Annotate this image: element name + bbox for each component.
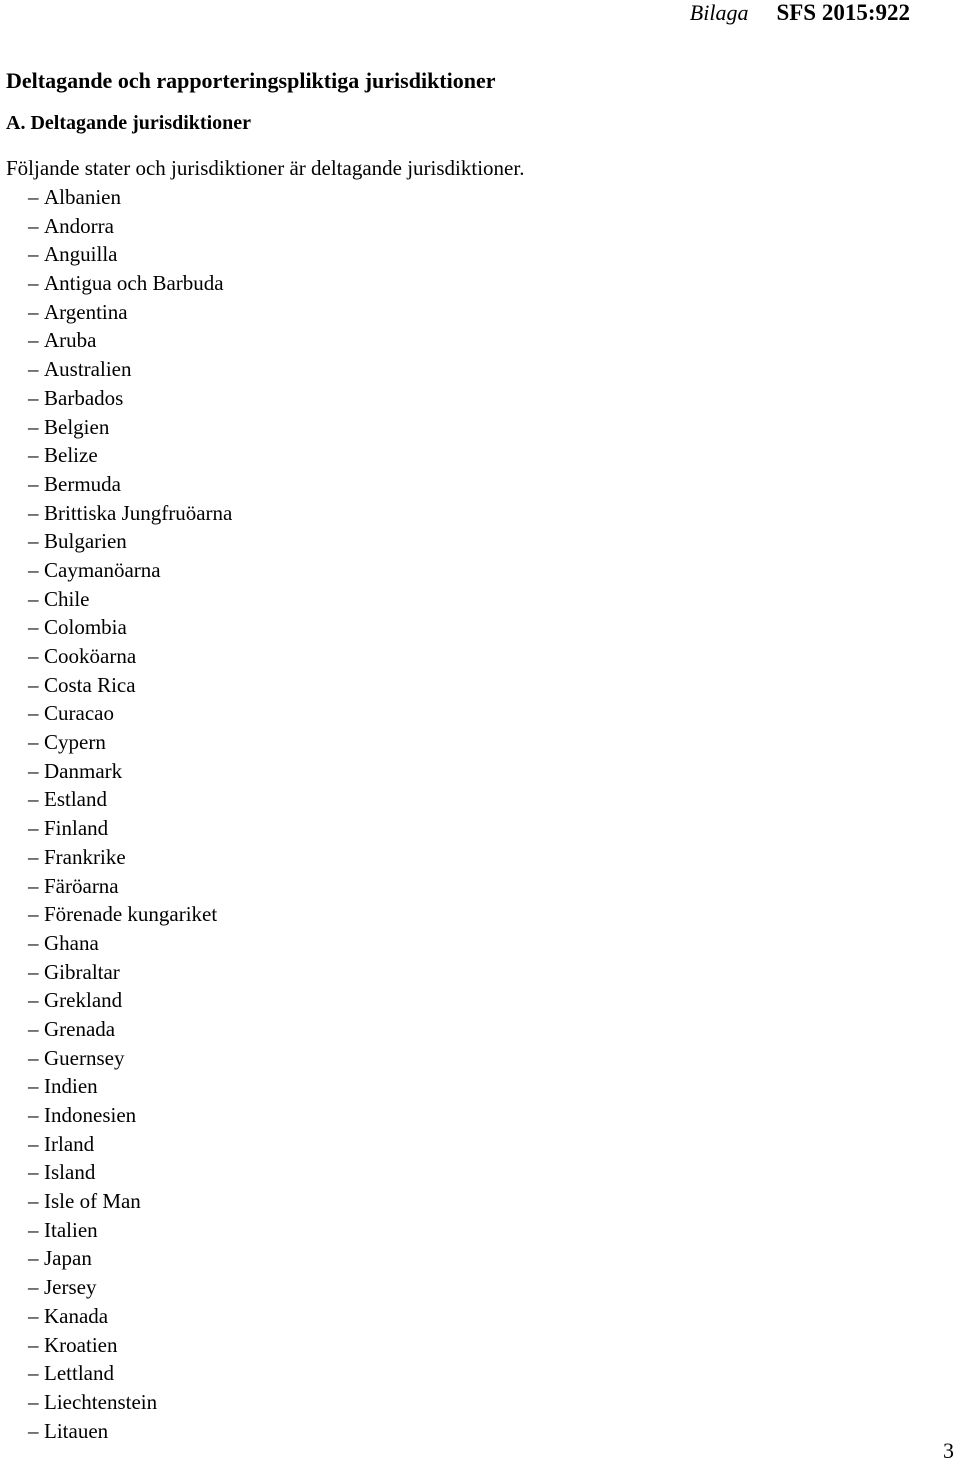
list-item (28, 585, 232, 614)
jurisdiction-name: Bulgarien (44, 529, 127, 554)
list-item (28, 240, 232, 269)
header-label: Bilaga (689, 0, 749, 25)
jurisdiction-name: Liechtenstein (44, 1389, 158, 1414)
list-dash: – (28, 185, 39, 209)
list-item (28, 1417, 232, 1446)
list-dash: – (28, 1418, 39, 1443)
list-item (28, 269, 232, 298)
jurisdiction-name: Indien (44, 1074, 98, 1099)
list-item (28, 1273, 232, 1302)
jurisdiction-name: Belgien (44, 414, 110, 439)
list-dash: – (28, 758, 39, 783)
list-dash: – (28, 615, 39, 640)
jurisdiction-name: Jersey (44, 1275, 97, 1300)
jurisdiction-name: Antigua och Barbuda (44, 271, 224, 296)
jurisdiction-name: Argentina (44, 299, 128, 324)
list-dash: – (28, 586, 39, 611)
list-item (28, 671, 232, 700)
jurisdiction-name: Kroatien (44, 1332, 118, 1357)
list-dash: – (28, 357, 39, 382)
list-dash: – (28, 1131, 39, 1156)
jurisdiction-list (28, 183, 232, 1445)
jurisdiction-name: Costa Rica (44, 672, 136, 697)
jurisdiction-name: Chile (44, 586, 90, 611)
list-dash: – (28, 1160, 39, 1185)
list-item (28, 1302, 232, 1331)
jurisdiction-name: Ghana (44, 930, 99, 955)
list-dash: – (28, 242, 39, 267)
header-sfs-number: SFS 2015:922 (776, 0, 910, 25)
list-item (28, 814, 232, 843)
list-item (28, 1359, 232, 1388)
list-item (28, 1130, 232, 1159)
list-dash: – (28, 1103, 39, 1127)
list-item (28, 958, 232, 987)
jurisdiction-name: Barbados (44, 385, 124, 410)
list-item (28, 1388, 232, 1417)
jurisdiction-name: Bermuda (44, 471, 121, 496)
list-item (28, 326, 232, 355)
jurisdiction-name: Japan (44, 1246, 92, 1271)
list-dash: – (28, 213, 39, 238)
jurisdiction-name: Island (44, 1160, 96, 1185)
list-dash: – (28, 701, 39, 726)
list-dash: – (28, 902, 39, 927)
jurisdiction-name: Australien (44, 357, 132, 382)
list-dash: – (28, 1389, 39, 1414)
jurisdiction-name: Kanada (44, 1303, 109, 1328)
jurisdiction-name: Isle of Man (44, 1189, 141, 1214)
list-item (28, 527, 232, 556)
jurisdiction-name: Litauen (44, 1418, 109, 1443)
list-item (28, 441, 232, 470)
list-item (28, 212, 232, 241)
list-dash: – (28, 1045, 39, 1070)
list-item (28, 384, 232, 413)
list-item (28, 728, 232, 757)
jurisdiction-name: Italien (44, 1217, 98, 1242)
list-dash: – (28, 672, 39, 697)
jurisdiction-name: Caymanöarna (44, 557, 161, 582)
list-item (28, 929, 232, 958)
jurisdiction-name: Danmark (44, 758, 123, 783)
jurisdiction-name: Grenada (44, 1016, 116, 1041)
list-dash: – (28, 557, 39, 582)
list-dash: – (28, 1189, 39, 1214)
list-item (28, 183, 232, 212)
list-item (28, 1015, 232, 1044)
jurisdiction-name: Cooköarna (44, 644, 137, 668)
list-dash: – (28, 787, 39, 812)
list-dash: – (28, 1074, 39, 1099)
list-item (28, 499, 232, 528)
list-dash: – (28, 385, 39, 410)
page-number: 3 (943, 1438, 954, 1463)
jurisdiction-name: Indonesien (44, 1103, 137, 1127)
list-item (28, 1244, 232, 1273)
jurisdiction-name: Cypern (44, 730, 106, 755)
jurisdiction-name: Guernsey (44, 1045, 125, 1070)
list-item (28, 1072, 232, 1101)
list-dash: – (28, 1246, 39, 1271)
list-dash: – (28, 1275, 39, 1300)
list-dash: – (28, 730, 39, 755)
jurisdiction-name: Färöarna (44, 873, 119, 898)
list-item (28, 900, 232, 929)
jurisdiction-name: Albanien (44, 185, 121, 209)
list-dash: – (28, 443, 39, 468)
list-dash: – (28, 959, 39, 984)
list-item (28, 556, 232, 585)
list-item (28, 298, 232, 327)
list-dash: – (28, 1332, 39, 1357)
list-dash: – (28, 1016, 39, 1041)
list-item (28, 1187, 232, 1216)
list-dash: – (28, 1303, 39, 1328)
list-item (28, 872, 232, 901)
list-dash: – (28, 844, 39, 869)
list-item (28, 986, 232, 1015)
jurisdiction-name: Finland (44, 816, 109, 841)
list-item (28, 613, 232, 642)
jurisdiction-name: Gibraltar (44, 959, 120, 984)
jurisdiction-name: Brittiska Jungfruöarna (44, 500, 233, 525)
jurisdiction-name: Estland (44, 787, 107, 812)
list-dash: – (28, 1217, 39, 1242)
jurisdiction-name: Förenade kungariket (44, 902, 218, 927)
list-dash: – (28, 328, 39, 353)
list-item (28, 757, 232, 786)
list-dash: – (28, 299, 39, 324)
page-header (690, 0, 910, 28)
list-dash: – (28, 873, 39, 898)
list-item (28, 413, 232, 442)
list-item (28, 1216, 232, 1245)
list-dash: – (28, 271, 39, 296)
list-dash: – (28, 1361, 39, 1386)
list-item (28, 785, 232, 814)
list-item (28, 355, 232, 384)
jurisdiction-name: Curacao (44, 701, 114, 726)
jurisdiction-name: Aruba (44, 328, 97, 353)
document-title: Deltagande och rapporteringspliktiga jurisdiktioner (6, 68, 496, 93)
list-dash: – (28, 529, 39, 554)
section-heading: A. Deltagande jurisdiktioner (6, 112, 251, 134)
list-dash: – (28, 414, 39, 439)
jurisdiction-name: Grekland (44, 988, 123, 1013)
list-dash: – (28, 988, 39, 1013)
jurisdiction-name: Anguilla (44, 242, 118, 267)
jurisdiction-name: Lettland (44, 1361, 114, 1386)
list-item (28, 470, 232, 499)
list-dash: – (28, 816, 39, 841)
list-item (28, 642, 232, 671)
list-item (28, 1044, 232, 1073)
list-item (28, 843, 232, 872)
list-dash: – (28, 500, 39, 525)
list-dash: – (28, 471, 39, 496)
jurisdiction-name: Colombia (44, 615, 127, 640)
list-item (28, 1158, 232, 1187)
intro-paragraph: Följande stater och jurisdiktioner är deltagande jurisdiktioner. (6, 156, 525, 180)
list-dash: – (28, 644, 39, 668)
list-dash: – (28, 930, 39, 955)
list-item (28, 699, 232, 728)
jurisdiction-name: Belize (44, 443, 98, 468)
jurisdiction-name: Irland (44, 1131, 95, 1156)
jurisdiction-name: Andorra (44, 213, 114, 238)
jurisdiction-name: Frankrike (44, 844, 126, 869)
list-item (28, 1331, 232, 1360)
list-item (28, 1101, 232, 1130)
